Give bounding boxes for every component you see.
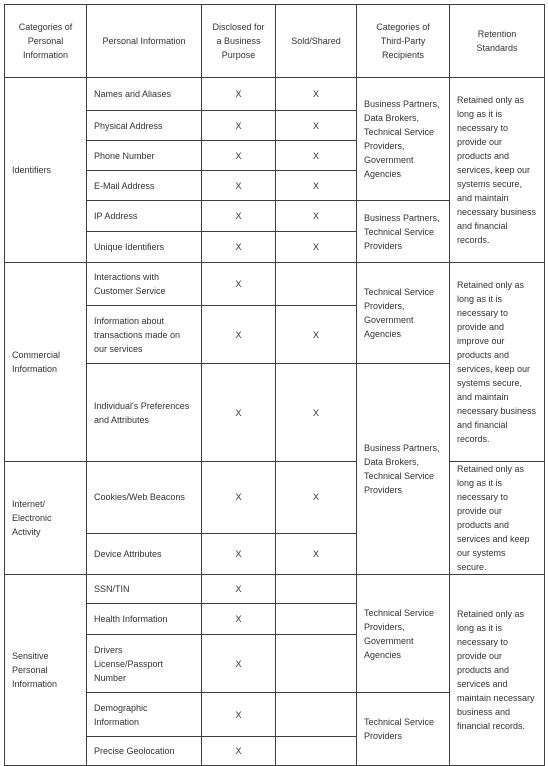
disclosed-mark: X	[202, 533, 276, 574]
table-row	[5, 462, 545, 534]
sold-mark	[276, 263, 357, 306]
disclosed-mark: X	[202, 141, 276, 171]
table-row	[5, 263, 545, 306]
recipients-cell: Business Partners, Data Brokers, Technical Service Providers	[357, 364, 450, 575]
info-label: Unique Identifiers	[87, 232, 202, 263]
retention-cell: Retained only as long as it is necessary to provide our products and services and keep our systems secure.	[450, 462, 545, 575]
disclosed-mark: X	[202, 364, 276, 462]
table-row	[5, 78, 545, 111]
disclosed-mark: X	[202, 693, 276, 737]
sold-mark	[276, 635, 357, 693]
recipients-cell: Technical Service Providers, Government Agencies	[357, 263, 450, 364]
header-recipients: Categories of Third-Party Recipients	[357, 5, 450, 78]
info-label: Interactions with Customer Service	[87, 263, 202, 306]
disclosed-mark: X	[202, 604, 276, 635]
disclosed-mark: X	[202, 171, 276, 201]
sold-mark	[276, 575, 357, 604]
retention-cell: Retained only as long as it is necessary to provide our products and services, keep our systems secure, and maintain necessary business and financial records.	[450, 78, 545, 263]
header-row	[5, 5, 545, 78]
info-label: IP Address	[87, 201, 202, 232]
disclosed-mark: X	[202, 306, 276, 364]
recipients-cell: Technical Service Providers, Government Agencies	[357, 575, 450, 693]
header-retention: Retention Standards	[450, 5, 545, 78]
disclosed-mark: X	[202, 575, 276, 604]
sold-mark: X	[276, 232, 357, 263]
sold-mark: X	[276, 364, 357, 462]
info-label: Information about transactions made on our services	[87, 306, 202, 364]
disclosed-mark: X	[202, 635, 276, 693]
sold-mark	[276, 693, 357, 737]
sold-mark: X	[276, 111, 357, 141]
sold-mark: X	[276, 462, 357, 534]
info-label: Names and Aliases	[87, 78, 202, 111]
info-label: Phone Number	[87, 141, 202, 171]
header-sold-shared: Sold/Shared	[276, 5, 357, 78]
category-commercial: Commercial Information	[5, 263, 87, 462]
info-label: Cookies/Web Beacons	[87, 462, 202, 534]
disclosed-mark: X	[202, 111, 276, 141]
disclosed-mark: X	[202, 737, 276, 766]
info-label: Physical Address	[87, 111, 202, 141]
retention-cell: Retained only as long as it is necessary to provide our products and services and maintain necessary business and financial records.	[450, 575, 545, 766]
header-disclosed: Disclosed for a Business Purpose	[202, 5, 276, 78]
recipients-cell: Technical Service Providers	[357, 693, 450, 766]
recipients-cell: Business Partners, Data Brokers, Technical Service Providers, Government Agencies	[357, 78, 450, 201]
sold-mark: X	[276, 201, 357, 232]
sold-mark: X	[276, 306, 357, 364]
category-sensitive: Sensitive Personal Information	[5, 575, 87, 766]
header-categories: Categories of Personal Information	[5, 5, 87, 78]
sold-mark: X	[276, 171, 357, 201]
info-label: Demographic Information	[87, 693, 202, 737]
category-internet: Internet/ Electronic Activity	[5, 462, 87, 575]
disclosed-mark: X	[202, 263, 276, 306]
info-label: Precise Geolocation	[87, 737, 202, 766]
sold-mark: X	[276, 533, 357, 574]
sold-mark: X	[276, 78, 357, 111]
table-row	[5, 575, 545, 604]
disclosed-mark: X	[202, 201, 276, 232]
recipients-cell: Business Partners, Technical Service Providers	[357, 201, 450, 263]
category-identifiers: Identifiers	[5, 78, 87, 263]
personal-information-table	[4, 4, 545, 766]
sold-mark	[276, 737, 357, 766]
info-label: Individual's Preferences and Attributes	[87, 364, 202, 462]
disclosed-mark: X	[202, 462, 276, 534]
sold-mark	[276, 604, 357, 635]
info-label: Device Attributes	[87, 533, 202, 574]
info-label: SSN/TIN	[87, 575, 202, 604]
disclosed-mark: X	[202, 232, 276, 263]
info-label: E-Mail Address	[87, 171, 202, 201]
disclosed-mark: X	[202, 78, 276, 111]
info-label: Health Information	[87, 604, 202, 635]
header-personal-info: Personal Information	[87, 5, 202, 78]
info-label: Drivers License/Passport Number	[87, 635, 202, 693]
sold-mark: X	[276, 141, 357, 171]
retention-cell: Retained only as long as it is necessary to provide and improve our products and services, keep our systems secure, and maintain necessary business and financial records.	[450, 263, 545, 462]
